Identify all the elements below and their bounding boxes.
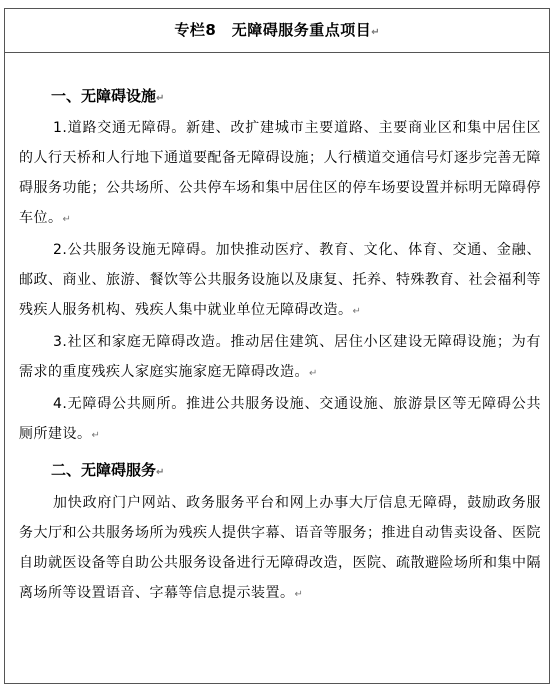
paragraph-mark: ↵ — [294, 589, 303, 600]
paragraph-community-home: 3.社区和家庭无障碍改造。推动居住建筑、居住小区建设无障碍设施；为有需求的重度残疾人家庭实施家庭无障碍改造。↵ — [19, 334, 541, 380]
paragraph-mark: ↵ — [371, 27, 380, 38]
paragraph-public-facilities: 2.公共服务设施无障碍。加快推动医疗、教育、文化、体育、交通、金融、邮政、商业、旅游、餐饮等公共服务设施以及康复、托养、特殊教育、社会福利等残疾人服务机构、残疾人集中就业单位无障碍改造。↵ — [19, 242, 541, 318]
paragraph-public-toilets: 4.无障碍公共厕所。推进公共服务设施、交通设施、旅游景区等无障碍公共厕所建设。↵ — [19, 396, 541, 442]
section-heading-facilities: 一、无障碍设施↵ — [51, 87, 165, 105]
paragraph-mark: ↵ — [156, 467, 165, 478]
box-title: 专栏8 无障碍服务重点项目 — [174, 21, 372, 39]
section-heading-services: 二、无障碍服务↵ — [51, 461, 165, 479]
paragraph-mark: ↵ — [156, 93, 165, 104]
box-body — [5, 85, 549, 610]
paragraph-mark: ↵ — [91, 430, 100, 441]
paragraph-mark: ↵ — [309, 368, 318, 379]
paragraph-road-traffic: 1.道路交通无障碍。新建、改扩建城市主要道路、主要商业区和集中居住区的人行天桥和人行地下通道要配备无障碍设施；人行横道交通信号灯逐步完善无障碍服务功能；公共场所、公共停车场和集中居住区的停车场要设置并标明无障碍停车位。↵ — [19, 120, 541, 226]
paragraph-mark: ↵ — [62, 214, 71, 225]
paragraph-mark: ↵ — [352, 306, 361, 317]
paragraph-information-accessibility: 加快政府门户网站、政务服务平台和网上办事大厅信息无障碍，鼓励政务服务大厅和公共服务场所为残疾人提供字幕、语音等服务；推进自动售卖设备、医院自助就医设备等自助公共服务设备进行无障碍改造，医院、疏散避险场所和集中隔离场所等设置语音、字幕等信息提示装置。↵ — [19, 495, 541, 601]
project-box — [4, 8, 550, 684]
box-title-bar — [5, 9, 549, 53]
